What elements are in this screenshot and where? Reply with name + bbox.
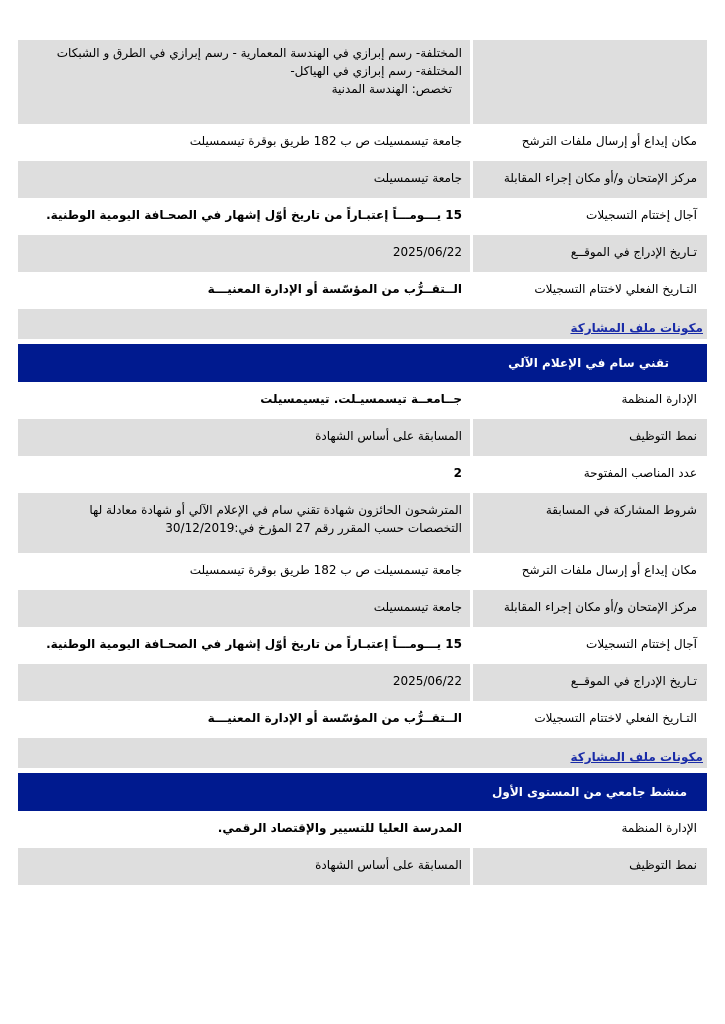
specialties-line: المختلفة- رسم إبرازي في الهياكل- (290, 64, 462, 78)
row-label: الإدارة المنظمة (470, 811, 707, 848)
row-value (18, 493, 470, 553)
job-listings-table (18, 40, 707, 885)
row-label: تـاريخ الإدراج في الموقــع (470, 664, 707, 701)
table-row (18, 272, 707, 309)
row-label: شروط المشاركة في المسابقة (470, 493, 707, 553)
row-label: آجال إختتام التسجيلات (470, 198, 707, 235)
participation-file-link-row (18, 309, 707, 339)
table-row (18, 590, 707, 627)
specialties-value (18, 40, 470, 124)
specialties-line: تخصص: الهندسة المدنية (331, 82, 452, 96)
table-row (18, 161, 707, 198)
table-row (18, 235, 707, 272)
conditions-line: المترشحون الحائزون شهادة تقني سام في الإعلام الآلي أو شهادة معادلة لها (89, 503, 462, 517)
row-value: 2 (18, 456, 470, 493)
row-value: جامعة تيسمسيلت ص ب 182 طريق بوقرة تيسمسيلت (18, 124, 470, 161)
job-title-header: تقني سام في الإعلام الآلي (18, 344, 707, 382)
table-row (18, 553, 707, 590)
table-row (18, 419, 707, 456)
row-value: 2025/06/22 (18, 235, 470, 272)
row-value: 15 يـــومـــاً إعتبـاراً من تاريخ أوّل إشهار في الصحـافة اليومية الوطنية. (18, 627, 470, 664)
row-value: جــامعــة تيسمسيـلت. تيسيمسيلت (18, 382, 470, 419)
row-value: المسابقة على أساس الشهادة (18, 419, 470, 456)
row-value: جامعة تيسمسيلت ص ب 182 طريق بوقرة تيسمسيلت (18, 553, 470, 590)
row-label: مكان إيداع أو إرسال ملفات الترشح (470, 124, 707, 161)
row-value: 15 يـــومـــاً إعتبـاراً من تاريخ أوّل إشهار في الصحـافة اليومية الوطنية. (18, 198, 470, 235)
table-row (18, 811, 707, 848)
conditions-line: التخصصات حسب المقرر رقم 27 المؤرخ في:30/12/2019 (165, 521, 462, 535)
table-row (18, 124, 707, 161)
row-label: التـاريخ الفعلي لاختتام التسجيلات (470, 701, 707, 738)
table-row (18, 382, 707, 419)
specialties-line: المختلفة- رسم إبرازي في الهندسة المعمارية - رسم إبرازي في الطرق و الشبكات (56, 46, 462, 60)
row-label: نمط التوظيف (470, 419, 707, 456)
table-row (18, 627, 707, 664)
row-label: التـاريخ الفعلي لاختتام التسجيلات (470, 272, 707, 309)
row-value: المدرسة العليا للتسيير والإقتصاد الرقمي. (18, 811, 470, 848)
participation-file-link[interactable]: مكونات ملف المشاركة (570, 750, 703, 764)
table-row (18, 701, 707, 738)
table-row (18, 198, 707, 235)
row-label: الإدارة المنظمة (470, 382, 707, 419)
job-title-header: منشط جامعي من المستوى الأول (18, 773, 707, 811)
row-label: مركز الإمتحان و/أو مكان إجراء المقابلة (470, 590, 707, 627)
row-label: عدد المناصب المفتوحة (470, 456, 707, 493)
row-value: جامعة تيسمسيلت (18, 161, 470, 198)
row-value: المسابقة على أساس الشهادة (18, 848, 470, 885)
specialties-label (470, 40, 707, 124)
table-row (18, 848, 707, 885)
table-row (18, 456, 707, 493)
table-row (18, 664, 707, 701)
table-row (18, 493, 707, 553)
row-label: مركز الإمتحان و/أو مكان إجراء المقابلة (470, 161, 707, 198)
row-value: الــتقــرُّب من المؤسّسة أو الإدارة المعنيـــة (18, 272, 470, 309)
specialties-row (18, 40, 707, 124)
row-label: مكان إيداع أو إرسال ملفات الترشح (470, 553, 707, 590)
row-label: آجال إختتام التسجيلات (470, 627, 707, 664)
row-value: الــتقــرُّب من المؤسّسة أو الإدارة المعنيـــة (18, 701, 470, 738)
row-value: 2025/06/22 (18, 664, 470, 701)
row-value: جامعة تيسمسيلت (18, 590, 470, 627)
participation-file-link[interactable]: مكونات ملف المشاركة (570, 321, 703, 335)
row-label: تـاريخ الإدراج في الموقــع (470, 235, 707, 272)
participation-file-link-row (18, 738, 707, 768)
row-label: نمط التوظيف (470, 848, 707, 885)
